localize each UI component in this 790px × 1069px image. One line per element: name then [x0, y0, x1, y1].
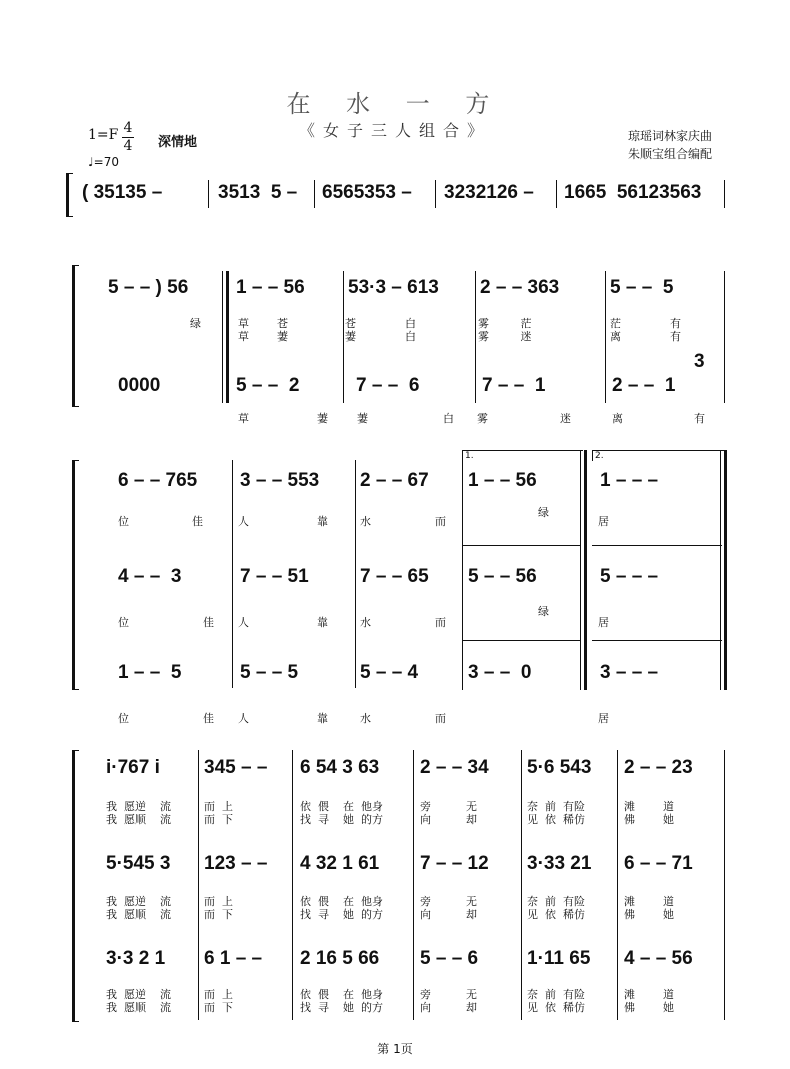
measure: 345 – –	[204, 757, 268, 778]
measure: 5 – – 4	[360, 662, 419, 683]
lyric: 向 却	[420, 1001, 477, 1014]
repeat-end-barline	[720, 450, 727, 690]
staff-divider	[592, 545, 722, 546]
barline	[343, 271, 344, 403]
lyric: 人	[238, 616, 249, 629]
measure: 5·6 543	[527, 757, 592, 778]
measure: 5 – – ) 56	[108, 277, 189, 298]
lyric: 找 寻 她 的方	[300, 908, 383, 921]
time-top: 4	[123, 120, 133, 136]
measure: 6 1 – –	[204, 948, 263, 969]
lyric: 水	[360, 712, 371, 725]
measure: 7 – – 51	[240, 566, 309, 587]
measure: 123 – –	[204, 853, 268, 874]
verse-system	[0, 265, 790, 425]
measure: 1665 56123563	[564, 182, 702, 203]
measure: 7 – – 12	[420, 853, 489, 874]
barline	[292, 750, 293, 1020]
measure: 0000	[118, 375, 161, 396]
lyric: 我 愿顺 流	[106, 813, 171, 826]
lyric: 居	[598, 616, 609, 629]
time-bottom: 4	[123, 138, 133, 154]
measure: 2 – – 34	[420, 757, 489, 778]
barline	[724, 750, 725, 1020]
barline	[617, 750, 618, 1020]
lyric: 水	[360, 616, 371, 629]
lyric: 草 萋	[238, 330, 288, 343]
lyric: 居	[598, 712, 609, 725]
barline	[314, 180, 315, 208]
measure: 2 16 5 66	[300, 948, 380, 969]
intro-system	[78, 180, 728, 210]
credit-lyrics-music: 琼瑶词林家庆曲	[628, 129, 713, 143]
lyric: 佳	[192, 515, 203, 528]
lyric: 向 却	[420, 813, 477, 826]
lyric: 人	[238, 515, 249, 528]
barline	[724, 180, 725, 208]
staff-divider	[462, 545, 580, 546]
first-ending-bracket: 1.	[462, 450, 583, 461]
measure: 3 – – 553	[240, 470, 320, 491]
repeat-end-barline	[580, 450, 587, 690]
measure: 3·33 21	[527, 853, 592, 874]
lyric: 雾 迷	[478, 330, 532, 343]
lyric: 雾 茫	[478, 317, 532, 330]
lyric: 见 依 稀仿	[527, 813, 585, 826]
lyric: 草 苍	[238, 317, 288, 330]
lyric: 而 上	[204, 895, 233, 908]
measure: 6565353 –	[322, 182, 412, 203]
lyric: 萋	[357, 412, 368, 425]
lyric: 白	[443, 412, 454, 425]
expression-mark: 深情地	[158, 135, 198, 150]
lyric: 旁 无	[420, 988, 477, 1001]
lyric: 找 寻 她 的方	[300, 1001, 383, 1014]
lyric: 奈 前 有险	[527, 895, 585, 908]
lyric: 离	[612, 412, 623, 425]
second-ending-bracket: 2.	[592, 450, 725, 461]
measure: 1 – – –	[600, 470, 659, 491]
measure: 53·3 – 613	[348, 277, 439, 298]
lyric: 居	[598, 515, 609, 528]
measure: 5·545 3	[106, 853, 171, 874]
lyric: 水	[360, 515, 371, 528]
staff-divider	[462, 640, 580, 641]
measure: 1 – – 56	[236, 277, 305, 298]
lyric: 见 依 稀仿	[527, 1001, 585, 1014]
measure: 6 – – 765	[118, 470, 198, 491]
lyric: 人	[238, 712, 249, 725]
lyric: 奈 前 有险	[527, 800, 585, 813]
measure: 3 – – 0	[468, 662, 532, 683]
lyric: 而	[435, 712, 446, 725]
song-title: 在 水 一 方	[286, 90, 504, 118]
measure: 5 – – 5	[610, 277, 674, 298]
measure: 6 54 3 63	[300, 757, 380, 778]
barline	[556, 180, 557, 208]
measure: i·767 i	[106, 757, 160, 778]
barline	[521, 750, 522, 1020]
barline	[198, 750, 199, 1020]
measure: 2 – – 23	[624, 757, 693, 778]
measure: ( 35135 –	[82, 182, 163, 203]
lyric: 我 愿逆 流	[106, 895, 171, 908]
measure: 7 – – 1	[482, 375, 546, 396]
lyric: 我 愿逆 流	[106, 988, 171, 1001]
barline	[475, 271, 476, 403]
measure: 5 – – 2	[236, 375, 300, 396]
lyric: 佳	[203, 712, 214, 725]
lyric: 苍 白	[345, 317, 416, 330]
barline	[462, 450, 463, 690]
lyric: 萋 白	[345, 330, 416, 343]
measure: 7 – – 65	[360, 566, 429, 587]
lyric: 而 上	[204, 800, 233, 813]
chord-note: 3	[694, 351, 705, 372]
lyric: 绿	[190, 317, 201, 330]
lyric: 靠	[317, 616, 328, 629]
lyric: 茫 有	[610, 317, 681, 330]
barline	[355, 460, 356, 688]
lyric: 有	[694, 412, 705, 425]
measure: 5 – – 5	[240, 662, 299, 683]
measure: 3 – – –	[600, 662, 659, 683]
lyric: 而	[435, 515, 446, 528]
measure: 1·11 65	[527, 948, 591, 969]
chorus-system	[0, 745, 790, 1025]
lyric: 滩 道	[624, 988, 674, 1001]
lyric: 靠	[317, 515, 328, 528]
measure: 4 – – 56	[624, 948, 693, 969]
lyric: 而 下	[204, 1001, 233, 1014]
lyric: 而 下	[204, 908, 233, 921]
lyric: 佛 她	[624, 1001, 674, 1014]
system-brace	[66, 173, 73, 217]
lyric: 草	[238, 412, 249, 425]
song-subtitle: 《女子三人组合》	[298, 121, 491, 140]
lyric: 滩 道	[624, 800, 674, 813]
lyric: 绿	[538, 605, 549, 618]
barline	[232, 460, 233, 688]
measure: 7 – – 6	[356, 375, 420, 396]
measure: 3·3 2 1	[106, 948, 166, 969]
measure: 5 – – –	[600, 566, 659, 587]
barline	[605, 271, 606, 403]
repeat-start-barline	[222, 271, 229, 403]
lyric: 我 愿顺 流	[106, 908, 171, 921]
lyric: 我 愿顺 流	[106, 1001, 171, 1014]
measure: 2 – – 67	[360, 470, 429, 491]
barline	[413, 750, 414, 1020]
lyric: 靠	[317, 712, 328, 725]
lyric: 滩 道	[624, 895, 674, 908]
measure: 4 – – 3	[118, 566, 182, 587]
barline	[724, 271, 725, 403]
lyric: 绿	[538, 506, 549, 519]
lyric: 佛 她	[624, 908, 674, 921]
lyric: 而 下	[204, 813, 233, 826]
lyric: 萋	[317, 412, 328, 425]
lyric: 离 有	[610, 330, 681, 343]
barline	[435, 180, 436, 208]
measure: 2 – – 1	[612, 375, 676, 396]
lyric: 迷	[560, 412, 571, 425]
measure: 2 – – 363	[480, 277, 560, 298]
lyric: 依 偎 在 他身	[300, 895, 383, 908]
lyric: 我 愿逆 流	[106, 800, 171, 813]
lyric: 找 寻 她 的方	[300, 813, 383, 826]
credit-arrangement: 朱顺宝组合编配	[628, 147, 713, 161]
lyric: 位	[118, 616, 129, 629]
lyric: 而	[435, 616, 446, 629]
page-number: 第 1页	[377, 1042, 413, 1056]
lyric: 佛 她	[624, 813, 674, 826]
lyric: 位	[118, 712, 129, 725]
measure: 5 – – 56	[468, 566, 537, 587]
tempo-mark: ♩=70	[88, 155, 119, 169]
lyric: 见 依 稀仿	[527, 908, 585, 921]
measure: 3513 5 –	[218, 182, 298, 203]
lyric: 位	[118, 515, 129, 528]
lyric: 向 却	[420, 908, 477, 921]
key-signature: 1=F	[88, 127, 119, 143]
staff-divider	[592, 640, 722, 641]
lyric: 依 偎 在 他身	[300, 800, 383, 813]
lyric: 依 偎 在 他身	[300, 988, 383, 1001]
measure: 6 – – 71	[624, 853, 693, 874]
lyric: 旁 无	[420, 895, 477, 908]
lyric: 旁 无	[420, 800, 477, 813]
barline	[208, 180, 209, 208]
measure: 1 – – 5	[118, 662, 182, 683]
measure: 5 – – 6	[420, 948, 479, 969]
measure: 1 – – 56	[468, 470, 537, 491]
lyric: 而 上	[204, 988, 233, 1001]
lyric: 佳	[203, 616, 214, 629]
ending-system	[0, 450, 790, 730]
measure: 3232126 –	[444, 182, 534, 203]
measure: 4 32 1 61	[300, 853, 380, 874]
lyric: 奈 前 有险	[527, 988, 585, 1001]
lyric: 雾	[477, 412, 488, 425]
time-signature	[120, 120, 136, 155]
